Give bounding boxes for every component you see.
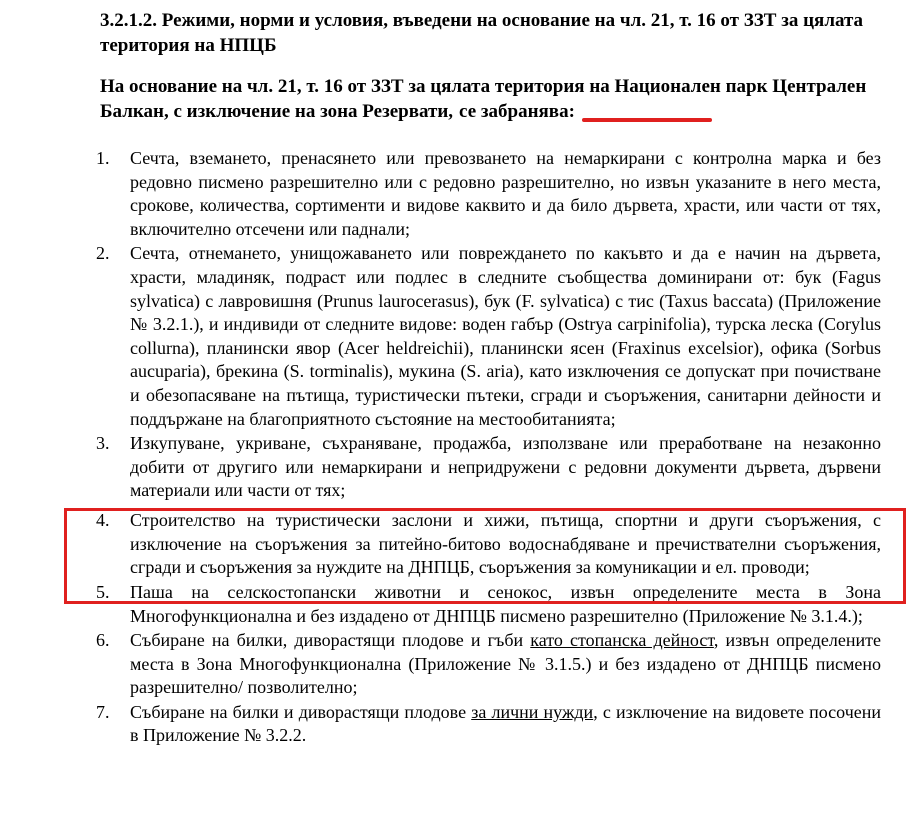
- list-item: [96, 629, 881, 700]
- item-text: Паша на селскостопански животни и сенокос, извън определените места в Зона Многофункционална и без издадено от ДНПЦБ писмено разрешително (Приложение № 3.1.4.);: [130, 581, 881, 626]
- list-item: [96, 701, 881, 748]
- red-underline-mark: [582, 118, 712, 122]
- item-number: 5.: [96, 581, 110, 602]
- lead-text: На основание на чл. 21, т. 16 от ЗЗТ за цялата територия на Национален парк Централен Балкан, с изключение на зона Резервати,: [100, 76, 867, 122]
- item-text: Сечта, отнемането, унищожаването или повреждането по какъвто и да е начин на дървета, храсти, младиняк, подраст или подлес в следните съобщества доминирани от: бук (Fagus sylvatica) с лавровишня (Prunus laurocerasus), бук (F. sylvatica) с тис (Taxus baccata) (Приложение № 3.2.1.), и индивиди от следните видове: воден габър (Ostrya carpinifolia), турска леска (Corylus collurna), планински явор (Acer heldreichii), планински ясен (Fraxinus excelsior), офика (Sorbus aucuparia), брекина (S. torminalis), мукина (S. aria), като изключения се допускат при почистване и обезопасяване на пътища, туристически пътеки, сгради и съоръжения, санитарни дейности и поддържане на благоприятното състояние на местообитанията;: [130, 243, 881, 429]
- list-item: [96, 432, 881, 502]
- item-text: Изкупуване, укриване, съхраняване, продажба, използване или преработване на незаконно добити от другиго или немаркирани и непридружени с редовни документи дървета, дървени материали или части от тях;: [130, 433, 881, 501]
- item-number: 7.: [96, 701, 110, 722]
- lead-paragraph: [100, 75, 880, 124]
- section-heading: 3.2.1.2. Режими, норми и условия, въведени на основание на чл. 21, т. 16 от ЗЗТ за цялата територия на НПЦБ: [100, 10, 864, 56]
- item-text-part: , извън определените места в Зона Многофункционална (Приложение № 3.1.5.) и без издадено от ДНПЦБ писмено разрешително/ позволително;: [130, 630, 881, 698]
- item-text-part: Събиране на билки, диворастящи плодове и гъби: [130, 630, 524, 651]
- list-item: [96, 242, 881, 431]
- item-text: Сечта, вземането, пренасянето или превозването на немаркирани с контролна марка и без редовно писмено разрешително или с редовно разрешително, но извън указаните в него места, срокове, количества, сортименти и видове каквито и да било дървета, храсти, или части от тях, включително отсечени или паднали;: [130, 148, 881, 239]
- item-text: [130, 702, 881, 746]
- underlined-phrase: като стопанска дейност: [530, 630, 714, 651]
- item-number: 1.: [96, 148, 110, 168]
- prohibitions-list: [96, 147, 881, 749]
- item-number: 4.: [96, 510, 110, 531]
- underlined-phrase: за лични нужди: [471, 701, 594, 722]
- item-number: 3.: [96, 433, 110, 454]
- item-text: [130, 630, 881, 697]
- item-text-part: , с изключение на видовете посочени в Приложение № 3.2.2.: [130, 701, 882, 746]
- item-number: 6.: [96, 630, 110, 651]
- item-text: Строителство на туристически заслони и хижи, пътища, спортни и други съоръжения, с изключение на съоръжения за питейно-битово водоснабдяване и пречиствателни съоръжения, сгради и съоръжения за нуждите на ДНПЦБ, съоръжения за комуникации и ел. проводи;: [130, 510, 881, 578]
- lead-emphasis: се забранява:: [459, 100, 575, 122]
- item-text-part: Събиране на билки и диворастящи плодове: [130, 701, 467, 722]
- list-item: [96, 147, 881, 241]
- red-highlight-box: [64, 508, 906, 604]
- item-number: 2.: [96, 243, 110, 264]
